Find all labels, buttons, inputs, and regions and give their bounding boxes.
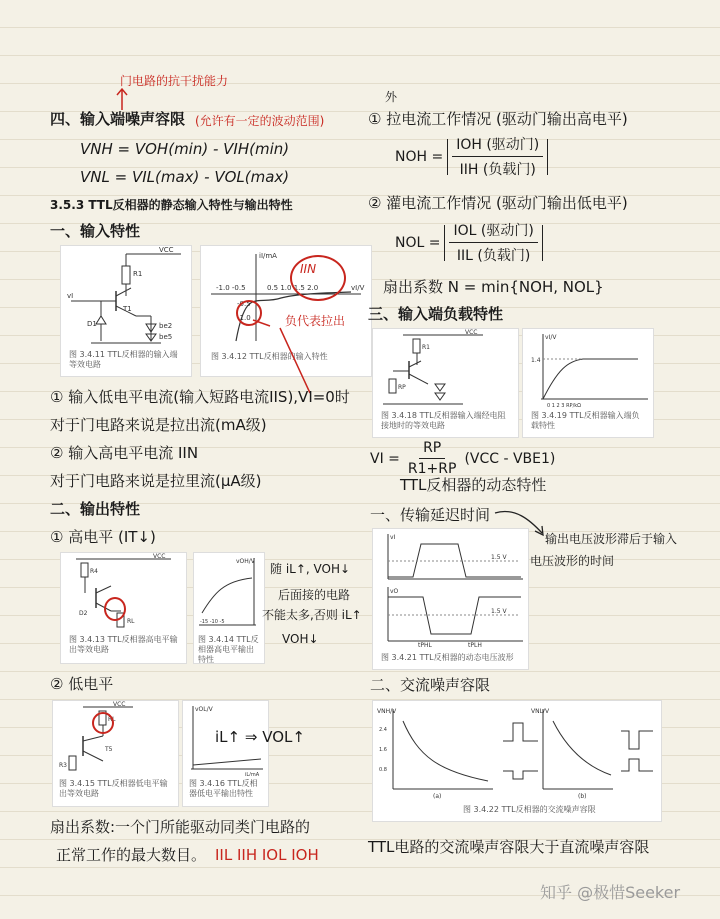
high-output-plot (194, 553, 264, 631)
vi-numerator: RP (419, 440, 445, 459)
svg-text:1.5 V: 1.5 V (491, 608, 507, 615)
noh-fraction (452, 134, 543, 179)
figure-3-4-21 (372, 528, 529, 670)
svg-text:0 1 2 3 RP/kΩ: 0 1 2 3 RP/kΩ (547, 403, 581, 409)
svg-text:T5: T5 (105, 746, 113, 753)
ac-noise-margin-plots (373, 701, 661, 801)
figure-caption: 图 3.4.11 TTL反相器的输入端等效电路 (69, 350, 178, 369)
vnh-formula: VNH = VOH(min) - VIH(min) (80, 140, 290, 158)
input-equivalent-circuit (61, 246, 191, 346)
svg-text:VNL/V: VNL/V (531, 708, 550, 715)
item1-text: ① 输入低电平电流(输入短路电流IIS),VI=0时 (50, 388, 350, 406)
delay-note-1: 输出电压波形滞后于输入 (545, 532, 678, 546)
wai-note: 外 (385, 90, 398, 104)
svg-text:1.4: 1.4 (531, 357, 541, 364)
svg-text:RP: RP (398, 384, 406, 391)
figure-caption: 图 3.4.12 TTL反相器的输入特性 (211, 352, 328, 361)
svg-text:D2: D2 (79, 610, 88, 617)
svg-text:R1: R1 (133, 270, 143, 278)
figure-3-4-22 (372, 700, 662, 822)
item2b-text: 对于门电路来说是拉里流(μA级) (50, 472, 262, 490)
figure-caption: 图 3.4.21 TTL反相器的动态电压波形 (381, 653, 514, 662)
note-high-4: VOH↓ (282, 632, 319, 646)
abs-bar (447, 139, 448, 175)
low-level-title: ② 低电平 (50, 675, 114, 693)
ac-noise-title: 二、交流噪声容限 (370, 676, 491, 694)
svg-text:-15 -10 -5: -15 -10 -5 (200, 619, 225, 625)
svg-text:T1: T1 (123, 305, 132, 313)
section4-note: (允许有一定的波动范围) (195, 114, 325, 128)
section4-title: 四、输入端噪声容限 (50, 110, 186, 128)
svg-text:(a): (a) (433, 793, 442, 800)
input-load-circuit (373, 329, 518, 409)
figure-caption: 图 3.4.18 TTL反相器输入端经电阻接地时的等效电路 (381, 411, 506, 430)
abs-bar (547, 139, 548, 175)
red-arrow-icon (250, 318, 320, 398)
svg-text:vOH/V: vOH/V (236, 558, 255, 565)
svg-text:RL: RL (127, 618, 135, 625)
figure-3-4-15 (52, 700, 179, 807)
svg-text:VCC: VCC (465, 329, 478, 336)
figure-caption: 图 3.4.19 TTL反相器输入端负载特性 (531, 411, 640, 430)
rl-circle-annotation (92, 712, 114, 734)
svg-text:0.5 1.0 1.5 2.0: 0.5 1.0 1.5 2.0 (267, 284, 319, 292)
svg-text:-1.0: -1.0 (237, 314, 251, 322)
transistor-circle-annotation (104, 597, 126, 621)
top-red-note: 门电路的抗干扰能力 (120, 74, 229, 88)
vi-denominator: R1+RP (407, 461, 457, 477)
svg-text:tPLH: tPLH (468, 642, 482, 647)
dynamic-waveform (373, 529, 528, 647)
svg-text:(b): (b) (578, 793, 587, 800)
up-arrow-icon (112, 86, 132, 112)
vi-fraction (404, 440, 461, 477)
iin-circle-annotation (290, 255, 346, 301)
negative-note: 负代表拉出 (285, 314, 346, 328)
noh-formula (395, 134, 552, 179)
svg-text:2.4: 2.4 (379, 727, 387, 733)
output-char-title: 二、输出特性 (50, 500, 141, 518)
figure-caption: 图 3.4.13 TTL反相器高电平输出等效电路 (69, 635, 178, 654)
svg-text:1.5 V: 1.5 V (491, 554, 507, 561)
figure-3-4-14 (193, 552, 265, 664)
svg-text:vO: vO (390, 588, 399, 595)
svg-text:-0.5: -0.5 (237, 300, 251, 308)
svg-text:vI: vI (67, 292, 74, 300)
note-low: iL↑ ⇒ VOL↑ (215, 728, 305, 746)
svg-text:R4: R4 (90, 568, 98, 575)
dynamic-char-title: TTL反相器的动态特性 (400, 476, 547, 494)
abs-bar (444, 225, 445, 261)
sink-current-title: ② 灌电流工作情况 (驱动门输出低电平) (368, 194, 628, 212)
figure-caption: 图 3.4.22 TTL反相器的交流噪声容限 (463, 805, 596, 814)
low-output-circuit (53, 701, 178, 776)
fanout-def-line2: 正常工作的最大数目。 (56, 846, 207, 864)
svg-text:iI/mA: iI/mA (259, 252, 277, 260)
input-load-plot (523, 329, 653, 409)
vi-lhs: VI = (370, 450, 400, 467)
svg-text:0.8: 0.8 (379, 767, 387, 773)
svg-text:-1.0 -0.5: -1.0 -0.5 (216, 284, 246, 292)
nol-formula (395, 220, 547, 265)
delay-title: 一、传输延迟时间 (370, 506, 491, 524)
abs-bar (542, 225, 543, 261)
vi-rhs: (VCC - VBE1) (464, 450, 556, 467)
nol-numerator: IOL (驱动门) (449, 220, 537, 243)
high-output-circuit (61, 553, 186, 631)
vi-formula (370, 440, 555, 477)
vnl-formula: VNL = VIL(max) - VOL(max) (80, 168, 290, 186)
nol-lhs: NOL = (395, 234, 441, 251)
figure-3-4-19 (522, 328, 654, 438)
nol-denominator: IIL (负载门) (456, 248, 531, 264)
item2-text: ② 输入高电平电流 IIN (50, 444, 199, 462)
svg-text:R1: R1 (422, 344, 430, 351)
nol-fraction (449, 220, 537, 265)
svg-text:1.6: 1.6 (379, 747, 387, 753)
watermark: 知乎 @极惜Seeker (540, 883, 681, 902)
pull-current-title: ① 拉电流工作情况 (驱动门输出高电平) (368, 110, 628, 128)
fanout-def-line1: 扇出系数:一个门所能驱动同类门电路的 (50, 818, 311, 836)
high-level-title: ① 高电平 (IT↓) (50, 528, 156, 546)
svg-text:vI/V: vI/V (351, 284, 365, 292)
iin-label: IIN (300, 262, 317, 276)
noh-denominator: IIH (负载门) (459, 162, 536, 178)
svg-text:RL: RL (108, 716, 116, 723)
svg-text:tPHL: tPHL (418, 642, 432, 647)
input-char-title: 一、输入特性 (50, 222, 141, 240)
figure-caption: 图 3.4.16 TTL反相器低电平输出特性 (189, 779, 258, 798)
svg-text:vI/V: vI/V (545, 334, 557, 341)
svg-text:R3: R3 (59, 762, 67, 769)
note-high-3: 不能太多,否则 iL↑ (262, 608, 362, 622)
fanout-current-list: IIL IIH IOL IOH (215, 846, 319, 864)
fanout-n-formula: 扇出系数 N = min{NOH, NOL} (383, 278, 604, 296)
note-high-2: 后面接的电路 (278, 588, 351, 602)
delay-note-2: 电压波形的时间 (530, 554, 615, 568)
figure-3-4-11 (60, 245, 192, 377)
figure-3-4-18 (372, 328, 519, 438)
item1b-text: 对于门电路来说是拉出流(mA级) (50, 416, 267, 434)
svg-text:be2: be2 (159, 322, 173, 330)
bottom-conclusion: TTL电路的交流噪声容限大于直流噪声容限 (368, 838, 650, 856)
note-high-1: 随 iL↑, VOH↓ (270, 562, 351, 576)
figure-caption: 图 3.4.15 TTL反相器低电平输出等效电路 (59, 779, 168, 798)
svg-text:D1: D1 (87, 320, 97, 328)
noh-numerator: IOH (驱动门) (452, 134, 543, 157)
noh-lhs: NOH = (395, 148, 444, 165)
svg-text:VCC: VCC (159, 246, 174, 254)
svg-text:VCC: VCC (113, 701, 126, 708)
svg-text:be5: be5 (159, 333, 173, 341)
svg-text:vI: vI (390, 534, 396, 541)
figure-3-4-16 (182, 700, 269, 807)
svg-text:VCC: VCC (153, 553, 166, 560)
svg-text:VNH/V: VNH/V (377, 708, 397, 715)
figure-caption: 图 3.4.14 TTL反相器高电平输出特性 (198, 635, 259, 664)
svg-text:iL/mA: iL/mA (245, 772, 260, 776)
load-char-title: 三、输入端负载特性 (368, 305, 504, 323)
svg-text:vOL/V: vOL/V (195, 706, 213, 713)
subsection-353: 3.5.3 TTL反相器的静态输入特性与输出特性 (50, 198, 293, 212)
